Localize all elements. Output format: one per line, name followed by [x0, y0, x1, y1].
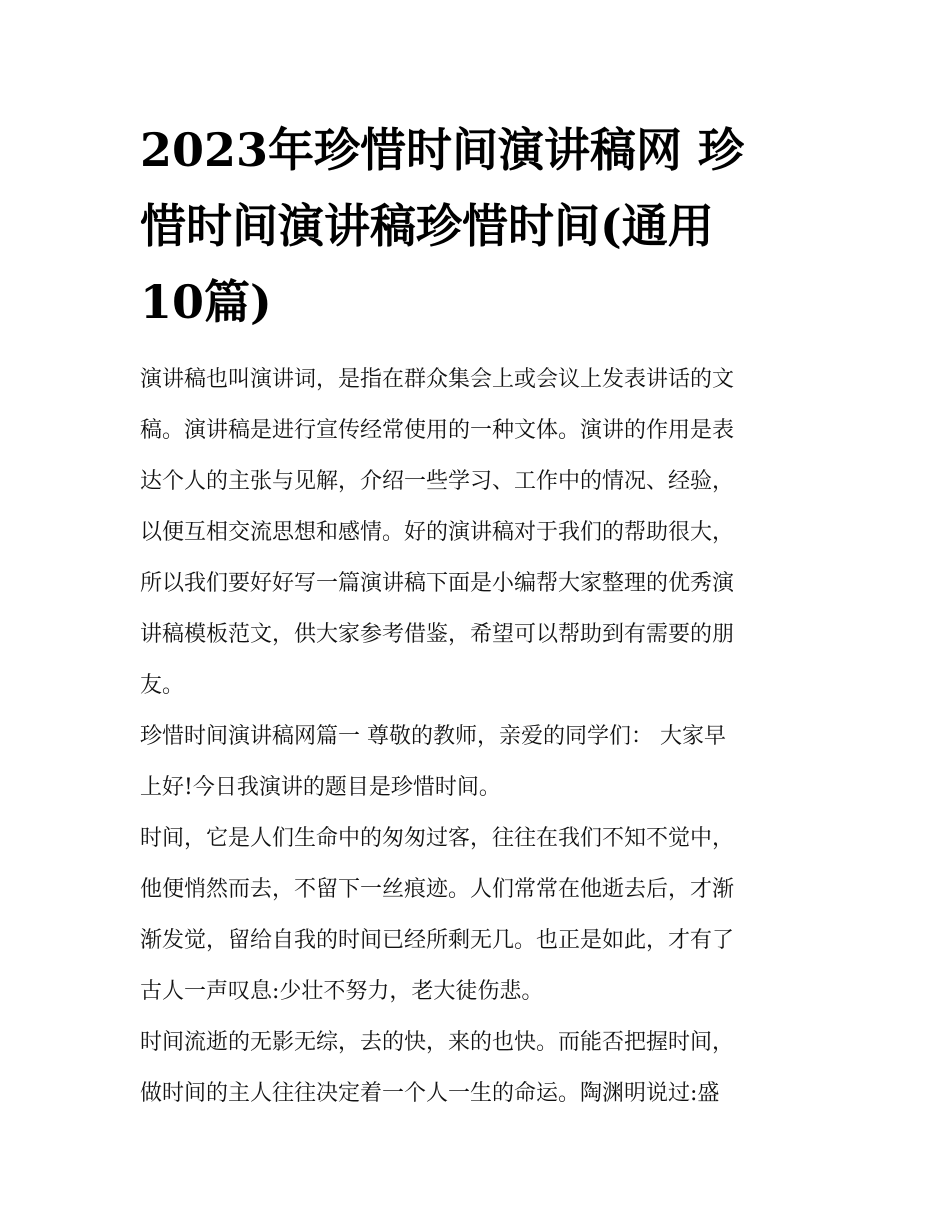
text-line: 以便互相交流思想和感情。好的演讲稿对于我们的帮助很大， — [140, 520, 735, 545]
text-line: 演讲稿也叫演讲词，是指在群众集会上或会议上发表讲话的文 — [140, 367, 735, 392]
text-line: 达个人的主张与见解，介绍一些学习、工作中的情况、经验， — [140, 469, 735, 494]
text-line: 上好!今日我演讲的题目是珍惜时间。 — [140, 775, 501, 800]
body-paragraph — [140, 1017, 815, 1119]
text-line: 所以我们要好好写一篇演讲稿下面是小编帮大家整理的优秀演 — [140, 571, 735, 596]
intro-paragraph — [140, 354, 815, 711]
title-line: 惜时间演讲稿珍惜时间(通用 — [140, 199, 714, 253]
text-line: 时间，它是人们生命中的匆匆过客，往往在我们不知不觉中， — [140, 826, 735, 851]
text-line: 友。 — [140, 673, 185, 698]
greeting-paragraph — [140, 711, 815, 813]
text-line: 珍惜时间演讲稿网篇一 尊敬的教师，亲爱的同学们： 大家早 — [140, 724, 726, 749]
document-title — [140, 112, 815, 340]
text-line: 古人一声叹息:少壮不努力，老大徒伤悲。 — [140, 979, 544, 1004]
text-line: 时间流逝的无影无综，去的快，来的也快。而能否把握时间， — [140, 1030, 735, 1055]
document-content — [140, 112, 815, 1119]
text-line: 讲稿模板范文，供大家参考借鉴，希望可以帮助到有需要的朋 — [140, 622, 735, 647]
text-line: 做时间的主人往往决定着一个人一生的命运。陶渊明说过:盛 — [140, 1081, 720, 1106]
text-line: 渐发觉，留给自我的时间已经所剩无几。也正是如此，才有了 — [140, 928, 735, 953]
text-line: 他便悄然而去，不留下一丝痕迹。人们常常在他逝去后，才渐 — [140, 877, 735, 902]
text-line: 稿。演讲稿是进行宣传经常使用的一种文体。演讲的作用是表 — [140, 418, 735, 443]
body-paragraph — [140, 813, 815, 1017]
title-line: 2023年珍惜时间演讲稿网 珍 — [140, 123, 745, 177]
title-line: 10篇) — [140, 275, 272, 329]
